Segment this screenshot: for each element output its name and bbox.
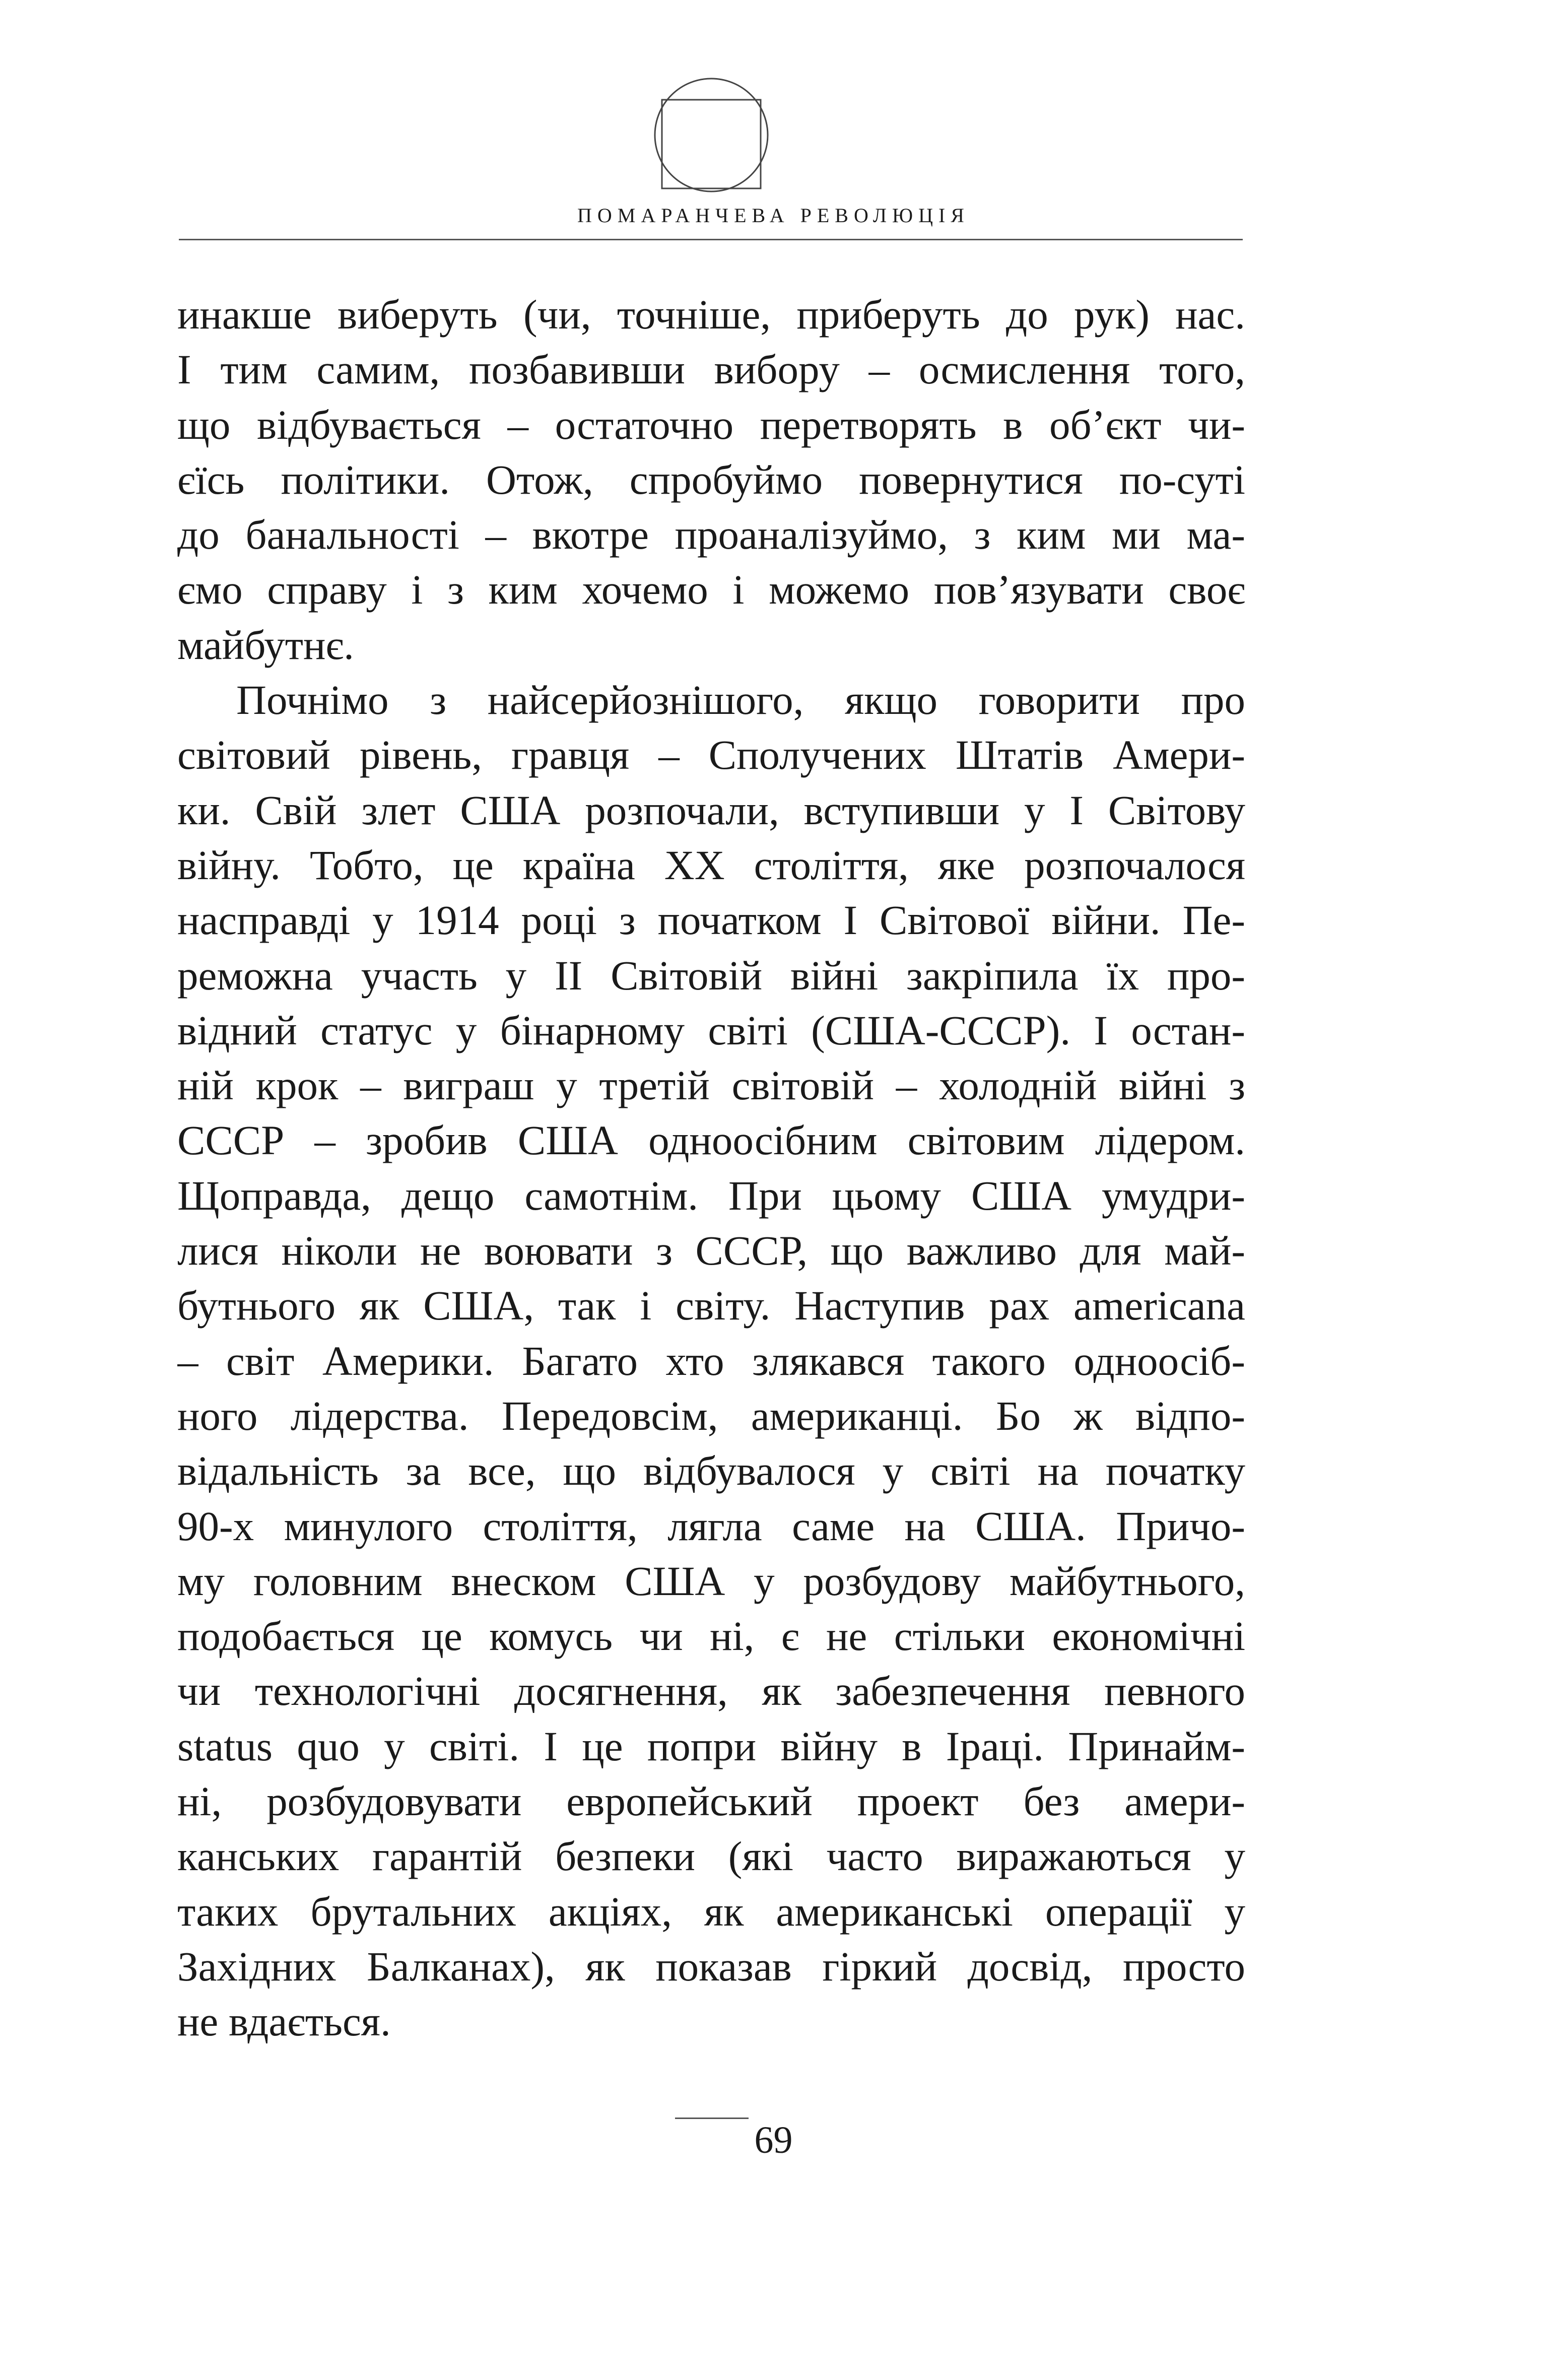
text-line: инакше виберуть (чи, точніше, приберуть до рук) нас. [177, 291, 1245, 338]
text-line: реможна участь у ІІ Світовій війні закріпила їх про- [177, 952, 1245, 999]
text-line: майбутнє. [177, 621, 354, 668]
paragraph [177, 287, 1245, 673]
text-line: лися ніколи не воювати з СССР, що важливо для май- [177, 1227, 1245, 1274]
text-line: 90-х минулого століття, лягла саме на США. Причо- [177, 1502, 1245, 1549]
text-line: бутнього як США, так і світу. Наступив рах americana [177, 1282, 1245, 1329]
circle-square-emblem-icon [651, 75, 772, 195]
text-line: відний статус у бінарному світі (США-СССР). І остан- [177, 1007, 1245, 1053]
header-rule [179, 239, 1243, 240]
text-line: ні, розбудовувати европейський проект без амери- [177, 1778, 1245, 1825]
body-text [177, 287, 1245, 2050]
page-number: 69 [754, 2119, 793, 2161]
text-line: єїсь політики. Отож, спробуймо повернутися по-суті [177, 456, 1245, 503]
text-line: Щоправда, дещо самотнім. При цьому США умудри- [177, 1172, 1245, 1219]
text-line: ній крок – виграш у третій світовій – холодній війні з [177, 1062, 1245, 1109]
text-line: ки. Свій злет США розпочали, вступивши у І Світову [177, 786, 1245, 833]
text-line: подобається це комусь чи ні, є не стільки економічні [177, 1613, 1245, 1660]
text-line: Західних Балканах), як показав гіркий досвід, просто [177, 1943, 1245, 1990]
paragraph [177, 673, 1245, 2049]
text-line: – світ Америки. Багато хто злякався такого одноосіб- [177, 1337, 1245, 1384]
text-line: ного лідерства. Передовсім, американці. Бо ж відпо- [177, 1392, 1245, 1439]
text-line: Почнімо з найсерйознішого, якщо говорити про [236, 677, 1245, 723]
text-line: не вдається. [177, 1998, 391, 2045]
text-line: чи технологічні досягнення, як забезпечення певного [177, 1668, 1245, 1714]
text-line: status quo у світі. І це попри війну в Іраці. Принайм- [177, 1723, 1245, 1769]
text-line: му головним внеском США у розбудову майбутнього, [177, 1557, 1245, 1604]
text-line: війну. Тобто, це країна ХХ століття, яке розпочалося [177, 841, 1245, 888]
text-line: ємо справу і з ким хочемо і можемо пов’язувати своє [177, 566, 1245, 613]
text-line: СССР – зробив США одноосібним світовим лідером. [177, 1117, 1245, 1164]
text-line: що відбувається – остаточно перетворять в об’єкт чи- [177, 401, 1245, 448]
text-line: насправді у 1914 році з початком І Світової війни. Пе- [177, 897, 1245, 944]
text-line: І тим самим, позбавивши вибору – осмислення того, [177, 346, 1245, 393]
text-line: світовий рівень, гравця – Сполучених Штатів Амери- [177, 732, 1245, 778]
running-head: ПОМАРАНЧЕВА РЕВОЛЮЦІЯ [577, 204, 970, 227]
text-line: канських гарантій безпеки (які часто виражаються у [177, 1833, 1245, 1880]
text-line: до банальності – вкотре проаналізуймо, з ким ми ма- [177, 511, 1245, 558]
text-line: відальність за все, що відбувалося у світі на початку [177, 1447, 1245, 1494]
text-line: таких брутальних акціях, як американські операції у [177, 1888, 1245, 1935]
